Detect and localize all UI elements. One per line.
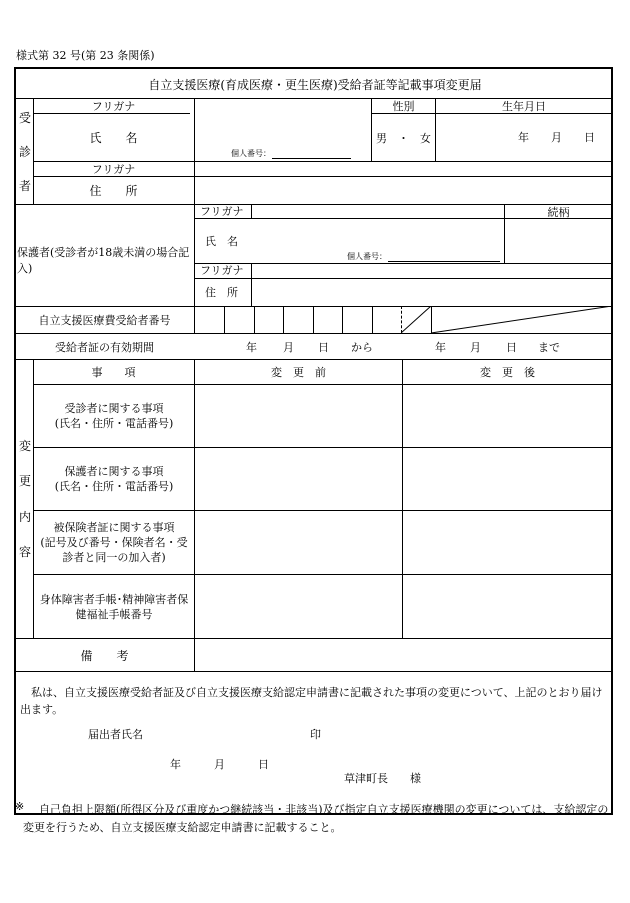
patient-furigana-label: フリガナ xyxy=(91,100,136,113)
remarks-field[interactable] xyxy=(195,639,612,671)
validity-from-day: 日 xyxy=(318,341,329,354)
guardian-kojin-bango-label: 個人番号： xyxy=(347,252,387,261)
remarks-label: 備 考 xyxy=(80,648,129,663)
before-fields[interactable] xyxy=(195,385,402,638)
relation-label: 続柄 xyxy=(547,205,570,219)
guardian-address-field[interactable] xyxy=(252,279,612,306)
validity-to-day: 日 xyxy=(506,341,517,354)
patient-address-label: 住 所 xyxy=(89,184,138,198)
note-mark: ※ xyxy=(15,800,25,813)
patient-label-char-3: 者 xyxy=(19,179,32,193)
guardian-address-label: 住 所 xyxy=(205,286,238,299)
guardian-furigana2-label: フリガナ xyxy=(200,264,244,277)
changes-label-char-2: 更 xyxy=(19,474,32,488)
patient-name-label: 氏 名 xyxy=(89,131,138,145)
change-row-guardian: 保護者に関する事項 (氏名・住所・電話番号) xyxy=(54,465,174,493)
after-fields[interactable] xyxy=(403,385,612,638)
seal-mark: 印 xyxy=(310,728,321,741)
validity-label: 受給者証の有効期間 xyxy=(55,340,154,354)
changes-label-char-1: 変 xyxy=(19,439,32,453)
validity-to-year: 年 xyxy=(435,341,446,354)
submission-date[interactable]: 年 月 日 xyxy=(170,758,269,771)
patient-furigana2-label: フリガナ xyxy=(91,163,136,176)
patient-kojin-bango-label: 個人番号： xyxy=(231,149,271,158)
validity-to-word: まで xyxy=(538,341,560,354)
change-row-handbook: 身体障害者手帳･精神障害者保 健福祉手帳番号 xyxy=(39,592,189,621)
form-number: 様式第 32 号(第 23 条関係) xyxy=(16,49,155,62)
patient-label-char-1: 受 xyxy=(19,111,32,125)
guardian-furigana-label: フリガナ xyxy=(200,205,244,218)
diagonal-strike xyxy=(401,306,613,334)
col-after-header: 変 更 後 xyxy=(480,366,535,379)
birthdate-label: 生年月日 xyxy=(502,100,546,113)
recipient-number-field[interactable] xyxy=(195,307,401,333)
declaration-text: 私は、自立支援医療受給者証及び自立支援医療支給認定申請書に記載された事項の変更について、上記のとおり届け出ます。 xyxy=(20,686,603,716)
col-before-header: 変 更 前 xyxy=(271,366,326,379)
changes-label-char-4: 容 xyxy=(19,545,32,559)
validity-from-year: 年 xyxy=(246,341,257,354)
applicant-label: 届出者氏名 xyxy=(88,728,143,741)
validity-to-month: 月 xyxy=(470,341,481,354)
patient-name-field[interactable] xyxy=(195,114,371,161)
validity-from-word: から xyxy=(351,341,373,354)
sex-options[interactable]: 男 ・ 女 xyxy=(376,131,431,145)
birthdate-fields[interactable]: 年 月 日 xyxy=(518,131,595,144)
change-row-patient: 受診者に関する事項 (氏名・住所・電話番号) xyxy=(54,402,174,430)
col-item-header: 事 項 xyxy=(91,366,136,379)
recipient-number-label: 自立支援医療費受給者番号 xyxy=(38,314,171,327)
addressee: 草津町長 様 xyxy=(344,772,421,785)
guardian-label: 保護者(受診者が18歳未満の場合記入) xyxy=(17,246,190,275)
sex-label: 性別 xyxy=(392,100,415,113)
form-title: 自立支援医療(育成医療・更生医療)受給者証等記載事項変更届 xyxy=(148,78,482,92)
change-row-insurance: 被保険者証に関する事項 (記号及び番号・保険者名・受 診者と同一の加入者) xyxy=(40,521,188,564)
validity-from-month: 月 xyxy=(283,341,294,354)
guardian-name-label: 氏 名 xyxy=(205,235,238,248)
note-text: 自己負担上限額(所得区分及び重度かつ継続該当・非該当)及び指定自立支援医療機関の変更については、支給認定の変更を行うため、自立支援医療支給認定申請書に記載すること。 xyxy=(23,803,609,834)
patient-address-field[interactable] xyxy=(195,177,612,204)
patient-label-char-2: 診 xyxy=(19,145,32,159)
changes-label-char-3: 内 xyxy=(19,510,32,524)
